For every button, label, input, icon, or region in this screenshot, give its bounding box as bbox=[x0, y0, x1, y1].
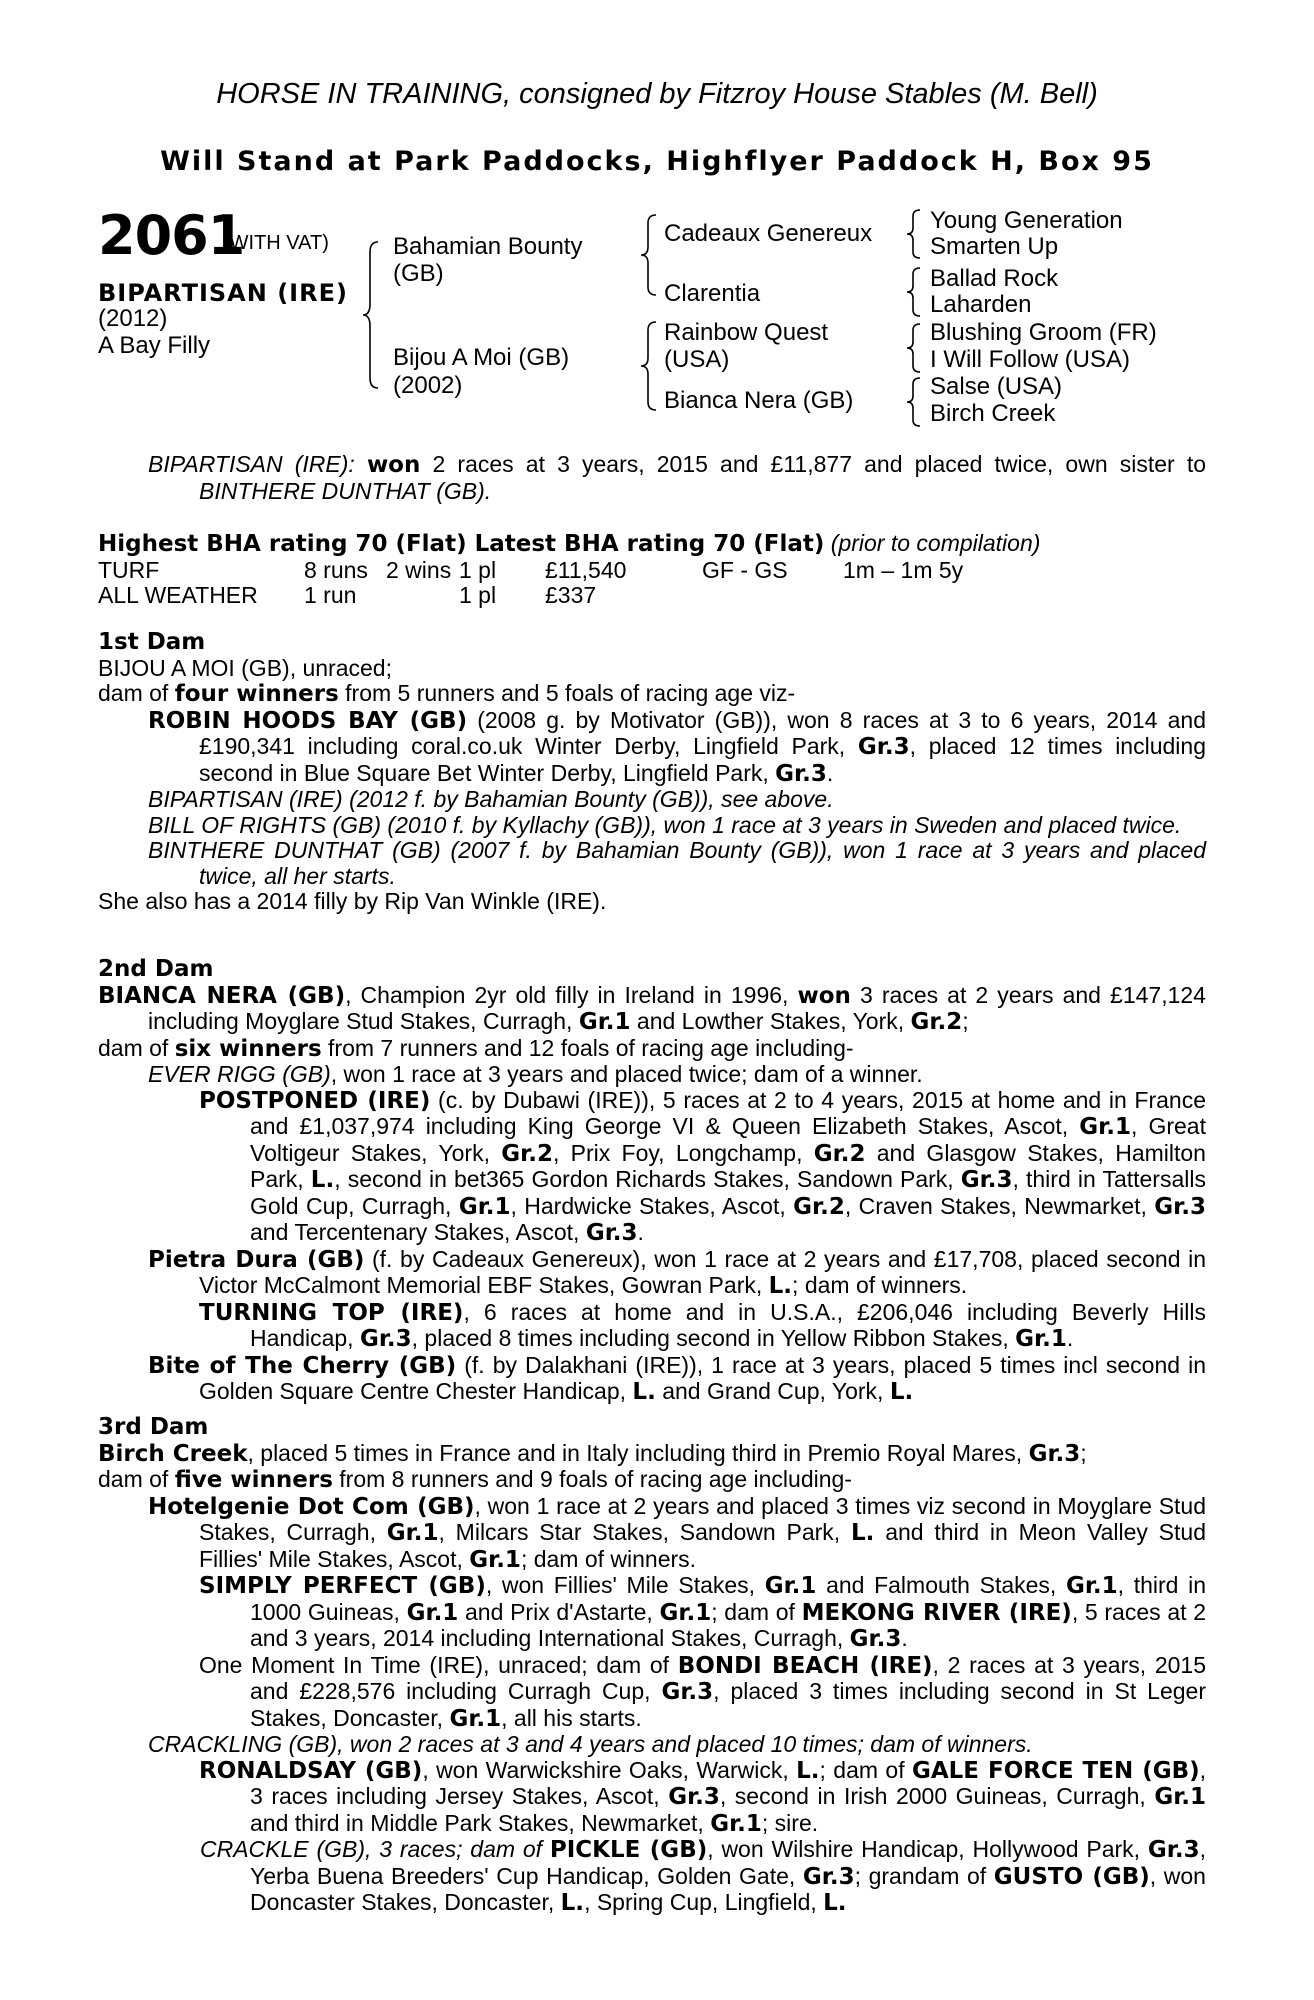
text: ; dam of winners. bbox=[520, 1545, 697, 1572]
ancestor-g3: Birch Creek bbox=[930, 400, 1056, 427]
dam-year: (2002) bbox=[393, 372, 463, 399]
grade: Gr.1 bbox=[659, 1599, 712, 1626]
progeny-name: SIMPLY PERFECT (GB) bbox=[199, 1573, 486, 1599]
grade: Gr.1 bbox=[1015, 1326, 1067, 1352]
text: , placed 3 times including second in St Leger Stakes, Doncaster, bbox=[250, 1678, 1206, 1731]
text: and third in Middle Park Stakes, Newmarket, bbox=[250, 1809, 711, 1836]
grade: L. bbox=[850, 1520, 875, 1546]
produce-entry bbox=[98, 838, 1206, 889]
dam-line: BIJOU A MOI (GB), unraced; bbox=[98, 654, 392, 681]
rating-heading: Highest BHA rating 70 (Flat) Latest BHA rating 70 (Flat) bbox=[98, 531, 825, 557]
ancestor-g3: I Will Follow (USA) bbox=[930, 346, 1131, 373]
pedigree-brace bbox=[906, 322, 926, 374]
produce-entry bbox=[98, 1247, 1206, 1300]
rating-row bbox=[98, 583, 963, 608]
text: dam of bbox=[98, 680, 175, 706]
text: One Moment In Time (IRE), unraced; dam of bbox=[199, 1651, 678, 1678]
pedigree-brace bbox=[640, 320, 662, 412]
horse-description: A Bay Filly bbox=[98, 332, 211, 359]
text: , Craven Stakes, Newmarket, bbox=[844, 1192, 1155, 1219]
text: , won Fillies' Mile Stakes, bbox=[485, 1572, 765, 1598]
produce-entry bbox=[98, 1353, 1206, 1406]
text: ; dam of bbox=[819, 1756, 912, 1783]
sire-dam: Clarentia bbox=[664, 280, 761, 307]
produce-entry bbox=[98, 1300, 1206, 1353]
vat-note: (WITH VAT) bbox=[223, 232, 329, 254]
sire-name: Bahamian Bounty bbox=[393, 233, 583, 260]
text: and Tercentenary Stakes, Ascot, bbox=[250, 1219, 586, 1245]
produce-entry bbox=[98, 1062, 1206, 1088]
dam-dam: Bianca Nera (GB) bbox=[664, 387, 854, 414]
stabling-line: Will Stand at Park Paddocks, Highflyer Paddock H, Box 95 bbox=[160, 146, 1154, 177]
grade: Gr.1 bbox=[578, 1009, 631, 1035]
grade: L. bbox=[889, 1379, 914, 1405]
progeny-name: BONDI BEACH (IRE) bbox=[677, 1652, 933, 1679]
winners-count: five winners bbox=[174, 1467, 333, 1493]
produce-entry bbox=[98, 1837, 1206, 1917]
text: ; dam of bbox=[711, 1598, 802, 1625]
progeny-name: TURNING TOP (IRE) bbox=[199, 1299, 464, 1326]
ancestor-g3: Young Generation bbox=[930, 207, 1123, 234]
grade: Gr.3 bbox=[960, 1167, 1013, 1193]
text: , placed 8 times including second in Yellow Ribbon Stakes, bbox=[411, 1325, 1016, 1351]
progeny-name: EVER RIGG (GB) bbox=[148, 1061, 331, 1087]
ancestor-g3: Ballad Rock bbox=[930, 265, 1059, 292]
dam-sire-country: (USA) bbox=[664, 346, 730, 373]
produce-entry bbox=[98, 1088, 1206, 1247]
produce-entry bbox=[98, 1653, 1206, 1733]
wins bbox=[386, 583, 459, 608]
text: and Lowther Stakes, York, bbox=[630, 1008, 911, 1034]
text: . bbox=[826, 759, 834, 786]
dam-sire: Rainbow Quest bbox=[664, 319, 829, 346]
text: , Milcars Star Stakes, Sandown Park, bbox=[438, 1519, 851, 1545]
ancestor-g3: Smarten Up bbox=[930, 233, 1059, 260]
dam-name: Birch Creek bbox=[98, 1440, 248, 1467]
foaling-year: (2012) bbox=[98, 305, 168, 332]
rating-section bbox=[98, 531, 1206, 608]
grade: L. bbox=[823, 1890, 847, 1916]
grade: Gr.3 bbox=[802, 1863, 855, 1890]
text: and third in Meon Valley Stud Fillies' Mile Stakes, Ascot, bbox=[199, 1519, 1206, 1572]
text: , won Warwickshire Oaks, Warwick, bbox=[422, 1756, 797, 1783]
grade: Gr.1 bbox=[1065, 1573, 1118, 1599]
ancestor-g3: Laharden bbox=[930, 291, 1032, 318]
progeny-name: GUSTO (GB) bbox=[993, 1863, 1150, 1890]
progeny-text: CRACKLE (GB), 3 races; dam of bbox=[200, 1836, 550, 1862]
sire-sire: Cadeaux Genereux bbox=[664, 220, 873, 247]
going: GF - GS bbox=[702, 556, 788, 583]
distance bbox=[843, 583, 963, 608]
third-dam-section bbox=[98, 1415, 1206, 1917]
text: . bbox=[637, 1219, 644, 1245]
rating-note: (prior to compilation) bbox=[830, 530, 1041, 556]
progeny-name: PICKLE (GB) bbox=[549, 1837, 708, 1863]
text: , 5 races at 2 and 3 years, 2014 including International Stakes, Curragh, bbox=[250, 1598, 1207, 1651]
rating-table bbox=[98, 558, 963, 608]
earnings: £11,540 bbox=[545, 556, 627, 583]
text: , all his starts. bbox=[501, 1704, 642, 1731]
surface: TURF bbox=[98, 556, 160, 583]
pedigree-brace bbox=[906, 208, 926, 260]
runs: 1 run bbox=[304, 581, 357, 608]
text: , won Wilshire Handicap, Hollywood Park, bbox=[707, 1836, 1148, 1862]
section-heading: 1st Dam bbox=[98, 629, 206, 655]
going bbox=[702, 583, 843, 608]
runs: 8 runs bbox=[304, 556, 368, 583]
grade: Gr.3 bbox=[1028, 1440, 1081, 1467]
earnings: £337 bbox=[545, 581, 597, 608]
text: , Spring Cup, Lingfield, bbox=[584, 1889, 824, 1915]
placed: 1 pl bbox=[459, 556, 497, 583]
winners-count: six winners bbox=[174, 1035, 322, 1062]
grade: Gr.2 bbox=[910, 1009, 963, 1035]
text: , Prix Foy, Longchamp, bbox=[552, 1139, 814, 1166]
progeny-name: ROBIN HOODS BAY (GB) bbox=[148, 707, 468, 734]
progeny-name: MEKONG RIVER (IRE) bbox=[801, 1599, 1072, 1626]
text: won bbox=[797, 982, 851, 1009]
progeny-name: GALE FORCE TEN (GB) bbox=[911, 1757, 1200, 1784]
pedigree-brace bbox=[640, 213, 662, 297]
text: , placed 5 times in France and in Italy including third in Premio Royal Mares, bbox=[247, 1439, 1029, 1466]
ancestor-g3: Salse (USA) bbox=[930, 373, 1063, 400]
produce-entry bbox=[98, 708, 1206, 788]
text: ; dam of winners. bbox=[792, 1272, 968, 1298]
grade: Gr.1 bbox=[469, 1546, 521, 1573]
text: . bbox=[1066, 1325, 1074, 1351]
text: and Prix d'Astarte, bbox=[458, 1598, 660, 1625]
grade: Gr.1 bbox=[710, 1810, 762, 1837]
grade: Gr.3 bbox=[775, 760, 827, 787]
produce-entry bbox=[98, 1758, 1206, 1838]
grade: Gr.3 bbox=[849, 1626, 902, 1652]
text: , second in bet365 Gordon Richards Stakes, Sandown Park, bbox=[334, 1166, 961, 1192]
grade: L. bbox=[310, 1167, 335, 1193]
rating-row bbox=[98, 558, 963, 583]
text: (f. by Cadeaux Genereux), won 1 race at 2 years and £17,708, placed second in Victor McCalmont Memorial EBF Stakes, Gowran Park, bbox=[199, 1245, 1206, 1298]
grade: Gr.2 bbox=[793, 1193, 845, 1220]
summary-text: 2 races at 3 years, 2015 and £11,877 and placed twice, own sister to bbox=[420, 451, 1206, 477]
grade: Gr.1 bbox=[1154, 1784, 1206, 1810]
progeny-name: RONALDSAY (GB) bbox=[199, 1757, 423, 1784]
race-summary bbox=[98, 452, 1206, 504]
text: ; sire. bbox=[761, 1809, 819, 1836]
text: , won 1 race at 2 years and placed 3 times viz second in Moyglare Stud Stakes, Curragh, bbox=[199, 1492, 1207, 1545]
progeny-text: BIPARTISAN (IRE) (2012 f. by Bahamian Bounty (GB)), see above. bbox=[148, 786, 834, 812]
winners-count: four winners bbox=[174, 681, 339, 707]
grade: L. bbox=[796, 1757, 820, 1784]
grade: L. bbox=[632, 1379, 656, 1405]
text: , won 1 race at 3 years and placed twice; dam of a winner. bbox=[330, 1061, 923, 1087]
text: , third in Tattersalls Gold Cup, Curragh, bbox=[250, 1166, 1206, 1219]
grade: Gr.3 bbox=[857, 734, 910, 760]
produce-entry bbox=[98, 787, 1206, 813]
summary-sister: BINTHERE DUNTHAT (GB). bbox=[199, 477, 492, 504]
grade: Gr.3 bbox=[661, 1679, 714, 1705]
text: . bbox=[901, 1625, 908, 1651]
grade: Gr.1 bbox=[764, 1573, 817, 1599]
first-dam-section bbox=[98, 630, 1206, 915]
text: from 7 runners and 12 foals of racing age including- bbox=[321, 1034, 854, 1061]
placed: 1 pl bbox=[459, 581, 497, 608]
grade: Gr.2 bbox=[501, 1140, 553, 1167]
text: (2008 g. by Motivator (GB)), won 8 races at 3 to 6 years, 2014 and £190,341 including coral.co.uk Winter Derby, Lingfield Park, bbox=[199, 706, 1206, 759]
grade: Gr.1 bbox=[386, 1520, 439, 1546]
progeny-name: Bite of The Cherry (GB) bbox=[148, 1352, 457, 1379]
text: dam of bbox=[98, 1466, 175, 1492]
pedigree-brace bbox=[362, 240, 384, 390]
ancestor-g3: Blushing Groom (FR) bbox=[930, 319, 1157, 346]
text: , Yerba Buena Breeders' Cup Handicap, Golden Gate, bbox=[250, 1836, 1206, 1889]
grade: Gr.3 bbox=[585, 1220, 638, 1246]
text: (c. by Dubawi (IRE)), 5 races at 2 to 4 years, 2015 at home and in France and £1,037,974 including King George VI & Queen Elizabeth Stakes, Ascot, bbox=[250, 1086, 1206, 1139]
grade: Gr.3 bbox=[1154, 1193, 1206, 1220]
text: and Falmouth Stakes, bbox=[816, 1572, 1066, 1598]
text: , won Doncaster Stakes, Doncaster, bbox=[250, 1862, 1206, 1915]
progeny-text: CRACKLING (GB), won 2 races at 3 and 4 years and placed 10 times; dam of winners. bbox=[148, 1731, 1033, 1757]
grade: Gr.1 bbox=[1079, 1114, 1131, 1140]
section-heading: 3rd Dam bbox=[98, 1414, 209, 1440]
horse-name: BIPARTISAN (IRE) bbox=[98, 279, 348, 307]
text: , third in 1000 Guineas, bbox=[250, 1572, 1207, 1625]
text: dam of bbox=[98, 1034, 175, 1061]
summary-won: won bbox=[366, 452, 421, 478]
text: ; grandam of bbox=[854, 1862, 994, 1889]
dam-name: Bijou A Moi (GB) bbox=[393, 344, 570, 371]
grade: Gr.3 bbox=[1147, 1837, 1200, 1863]
text: , 2 races at 3 years, 2015 and £228,576 including Curragh Cup, bbox=[250, 1651, 1206, 1704]
text: and Grand Cup, York, bbox=[655, 1378, 890, 1404]
summary-horse: BIPARTISAN (IRE): bbox=[148, 451, 355, 477]
consignor-line: HORSE IN TRAINING, consigned by Fitzroy House Stables (M. Bell) bbox=[216, 78, 1098, 110]
pedigree-brace bbox=[906, 266, 926, 318]
produce-entry bbox=[98, 813, 1206, 839]
text: and Glasgow Stakes, Hamilton Park, bbox=[250, 1139, 1206, 1192]
progeny-name: Hotelgenie Dot Com (GB) bbox=[148, 1493, 475, 1520]
grade: Gr.1 bbox=[406, 1599, 459, 1626]
text: , Hardwicke Stakes, Ascot, bbox=[510, 1192, 794, 1219]
text: from 8 runners and 9 foals of racing age including- bbox=[332, 1466, 852, 1492]
section-heading: 2nd Dam bbox=[98, 956, 214, 982]
progeny-name: POSTPONED (IRE) bbox=[199, 1087, 431, 1114]
surface: ALL WEATHER bbox=[98, 581, 258, 608]
produce-entry bbox=[98, 1732, 1206, 1758]
text: , 6 races at home and in U.S.A., £206,046 including Beverly Hills Handicap, bbox=[250, 1298, 1206, 1351]
grade: Gr.1 bbox=[449, 1705, 502, 1732]
grade: L. bbox=[768, 1273, 793, 1299]
text: , placed 12 times including second in Blue Square Bet Winter Derby, Lingfield Park, bbox=[199, 733, 1206, 786]
text: 3 races at 2 years and £147,124 including Moyglare Stud Stakes, Curragh, bbox=[148, 981, 1206, 1034]
text: , Great Voltigeur Stakes, York, bbox=[250, 1113, 1206, 1166]
progeny-text: BINTHERE DUNTHAT (GB) (2007 f. by Bahamian Bounty (GB)), won 1 race at 3 years and placed twice, all her starts. bbox=[148, 837, 1206, 889]
text: from 5 runners and 5 foals of racing age viz- bbox=[338, 680, 796, 706]
dam-name: BIANCA NERA (GB) bbox=[98, 982, 346, 1009]
grade: Gr.2 bbox=[813, 1140, 866, 1167]
text: ; bbox=[1080, 1439, 1087, 1466]
text: , Champion 2yr old filly in Ireland in 1996, bbox=[345, 981, 798, 1008]
text: , 3 races including Jersey Stakes, Ascot, bbox=[250, 1756, 1207, 1809]
pedigree-brace bbox=[906, 376, 926, 428]
produce-entry bbox=[98, 1494, 1206, 1574]
progeny-text: BILL OF RIGHTS (GB) (2010 f. by Kyllachy (GB)), won 1 race at 3 years in Sweden and placed twice. bbox=[148, 811, 1182, 838]
grade: L. bbox=[560, 1890, 585, 1916]
grade: Gr.3 bbox=[668, 1784, 720, 1810]
progeny-name: Pietra Dura (GB) bbox=[148, 1246, 365, 1273]
grade: Gr.1 bbox=[458, 1193, 511, 1220]
wins: 2 wins bbox=[386, 556, 452, 583]
produce-entry bbox=[98, 1573, 1206, 1653]
text: , second in Irish 2000 Guineas, Curragh, bbox=[719, 1783, 1155, 1809]
distance: 1m – 1m 5y bbox=[843, 556, 964, 583]
sire-country: (GB) bbox=[393, 260, 444, 287]
text: ; bbox=[962, 1008, 969, 1034]
second-dam-section bbox=[98, 957, 1206, 1406]
also-line: She also has a 2014 filly by Rip Van Winkle (IRE). bbox=[98, 888, 607, 914]
grade: Gr.3 bbox=[359, 1326, 412, 1352]
lot-number: 2061 bbox=[98, 204, 245, 267]
text: (f. by Dalakhani (IRE)), 1 race at 3 years, placed 5 times incl second in Golden Square Centre Chester Handicap, bbox=[199, 1351, 1206, 1404]
